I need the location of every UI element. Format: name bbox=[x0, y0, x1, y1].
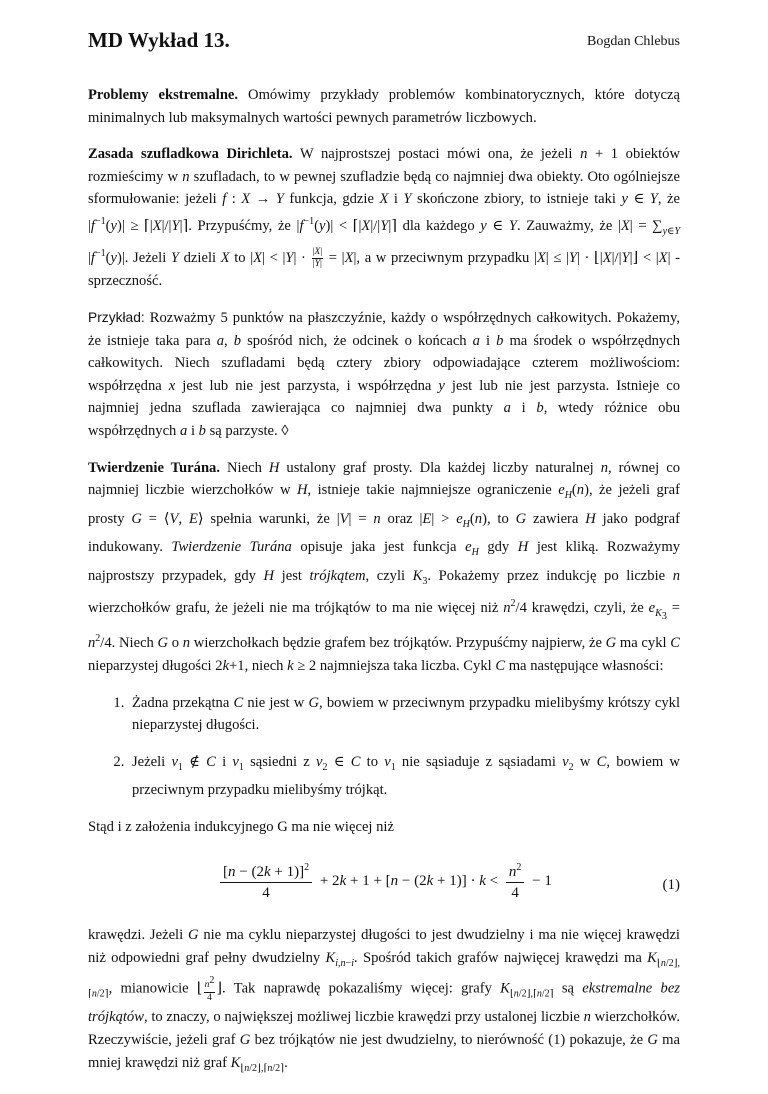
equation-body: $\frac{[n - (2k + 1)]^2}{4}$ + 2k + 1 + [n − (2k + 1)] · k < $\frac{n^2}{4}$ − 1 bbox=[216, 858, 552, 903]
properties-list bbox=[88, 692, 680, 802]
triangle-italic: trójkątem bbox=[309, 567, 366, 584]
paragraph-stad: Stąd i z założenia indukcyjnego G ma nie więcej niż bbox=[88, 818, 394, 835]
list-item: 2. Jeżeli $v_1$ ∉ C i $v_1$ sąsiedni z $v_2$ ∈ C to $v_1$ nie sąsiaduje z sąsiadami $v_2$ w C, bowiem w przeciwnym przypadku mielibyśmy trójkąt. bbox=[128, 751, 680, 802]
equation-1 bbox=[88, 852, 680, 918]
document-title: MD Wykład 13. bbox=[88, 28, 230, 52]
paragraph-turan: Twierdzenie Turána. Niech H ustalony graf prosty. Dla każdej liczby naturalnej n, równej co najmniej liczbie wierzchołków w H, istnieje takie najmniejsze ograniczenie $e_H(n)$, że jeżeli graf prosty G = ⟨V, E⟩ spełnia warunki, że |V| = n oraz $|E| > e_H(n)$, to G zawiera H jako podgraf indukowany. Twierdzenie Turána opisuje jaka jest funkcja $e_H$ gdy H jest kliką. Rozważymy najprostszy przypadek, gdy H jest trójkątem, czyli $K_3$. Pokażemy przez indukcję po liczbie n wierzchołków grafu, że jeżeli nie ma trójkątów to ma nie więcej niż $n^2/4$ krawędzi, czyli, że $e_{K_3} = n^2/4$. Niech G o n wierzchołkach będzie grafem bez trójkątów. Przypuśćmy najpierw, że G ma cykl C nieparzystej długości 2k+1, niech k ≥ 2 najmniejsza taka liczba. Cykl C ma następujące własności: bbox=[88, 459, 681, 674]
document-body bbox=[88, 84, 680, 1094]
author-name: Bogdan Chlebus bbox=[587, 34, 680, 49]
paragraph-dirichlet: Zasada szufladkowa Dirichleta. W najprostszej postaci mówi ona, że jeżeli n + 1 obiektów rozmieścimy w n szufladach, to w pewnej szufladzie będą co najmniej dwa obiekty. Oto ogólniejsze sformułowanie: jeżeli f : X → Y funkcja, gdzie X i Y skończone zbiory, to istnieje taki y ∈ Y, że $|f^{-1}(y)|$ ≥ ⌈|X|/|Y|⌉. Przypuśćmy, że $|f^{-1}(y)|$ < ⌈|X|/|Y|⌉ dla każdego y ∈ Y. Zauważmy, że $|X| = \sum_{y\in Y}$ $|f^{-1}(y)|$. Jeżeli Y dzieli X to |X| < |Y| · $\frac{|X|}{|Y|}$ = |X|, a w przeciwnym przypadku |X| ≤ |Y| · ⌊|X|/|Y|⌋ < |X| - sprzeczność. bbox=[88, 146, 680, 290]
text-extremal: Omówimy przykłady problemów kombinatorycznych, które dotyczą minimalnych lub maksymalnych wartości pewnych parametrów liczbowych. bbox=[88, 87, 680, 126]
paragraph-conclusion: krawędzi. Jeżeli G nie ma cyklu nieparzystej długości to jest dwudzielny i ma nie więcej krawędzi niż odpowiedni graf pełny dwudzielny $K_{i,n-i}$. Spośród takich grafów najwięcej krawędzi ma $K_{⌊n/2⌋,⌈n/2⌉}$, mianowicie ⌊ $\frac{n^2}{4}$ ⌋. Tak naprawdę pokazaliśmy więcej: grafy $K_{⌊n/2⌋,⌈n/2⌉}$ są ekstremalne bez trójkątów, to znaczy, o największej możliwej liczbie krawędzi przy ustalonej liczbie n wierzchołków. Rzeczywiście, jeżeli graf G bez trójkątów nie jest dwudzielny, to nierówność (1) pokazuje, że G ma mniej krawędzi niż graf $K_{⌊n/2⌋,⌈n/2⌉}$. bbox=[88, 927, 680, 1074]
paragraph-example: Przykład: Rozważmy 5 punktów na płaszczyźnie, każdy o współrzędnych całkowitych. Pokażemy, że istnieje taka para a, b spośród nich, że odcinek o końcach a i b ma środek o współrzędnych całkowitych. Niech szufladami będą cztery zbiory odpowiadające czterem możliwościom: współrzędna x jest lub nie jest parzysta, i współrzędna y jest lub nie jest parzysta. Istnieje co najmniej jedna szuflada zawierająca co najmniej dwa punkty a i b, wtedy różnice obu współrzędnych a i b są parzyste. ◊ bbox=[88, 309, 680, 439]
heading-extremal: Problemy ekstremalne. bbox=[88, 87, 239, 103]
paragraph-extremal bbox=[88, 84, 680, 129]
extremal-italic: ekstremalne bez trójkątów bbox=[88, 980, 680, 1026]
page-header bbox=[88, 28, 680, 58]
turan-italic: Twierdzenie Turána bbox=[171, 539, 292, 556]
equation-number: (1) bbox=[662, 877, 680, 894]
list-item: 1. Żadna przekątna C nie jest w G, bowiem w przeciwnym przypadku mielibyśmy krótszy cykl nieparzystej długości. bbox=[128, 692, 680, 737]
heading-dirichlet: Zasada szufladkowa Dirichleta. bbox=[88, 146, 293, 163]
example-label: Przykład: bbox=[88, 309, 145, 325]
heading-turan: Twierdzenie Turána. bbox=[88, 459, 221, 476]
